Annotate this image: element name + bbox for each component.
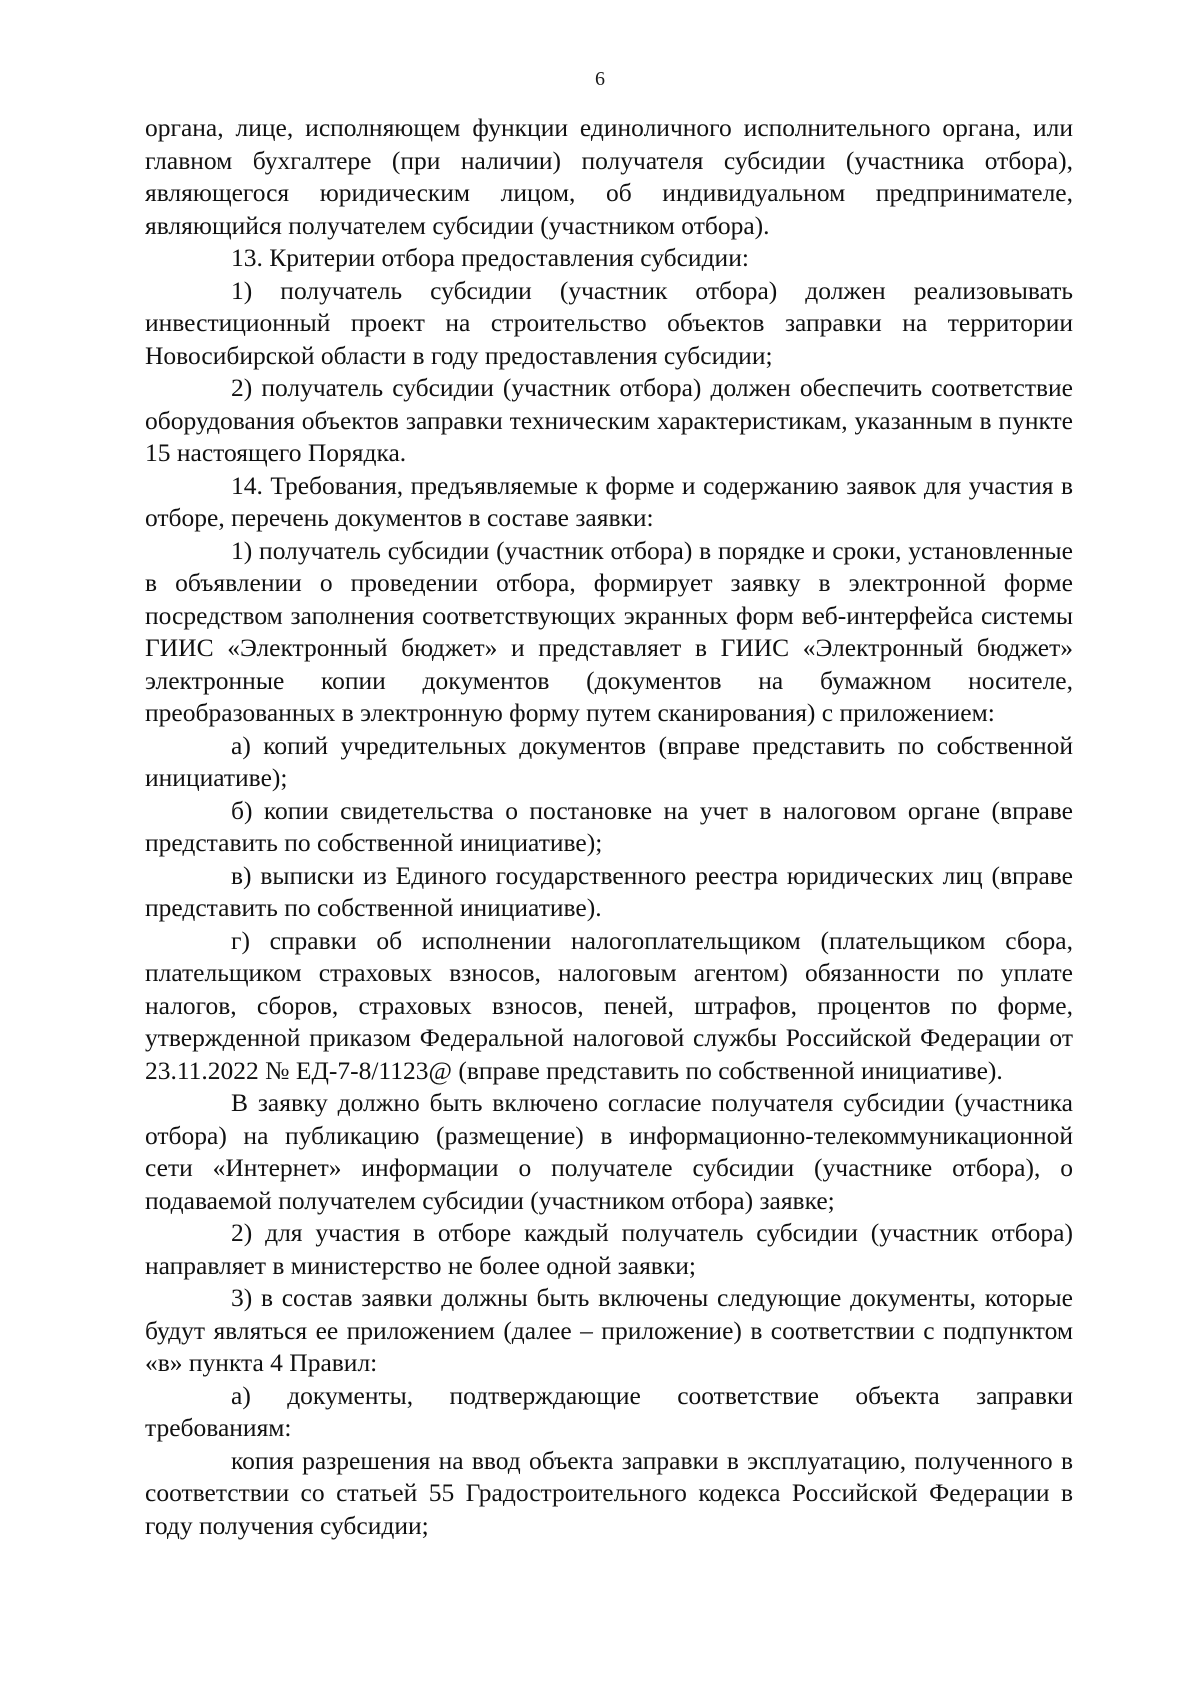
paragraph: г) справки об исполнении налогоплательщиком (плательщиком сбора, плательщиком страховых взносов, налоговым агентом) обязанности по уплате налогов, сборов, страховых взносов, пеней, штрафов, процентов по форме, утвержденной приказом Федеральной налоговой службы Российской Федерации от 23.11.2022 № ЕД-7-8/1123@ (вправе представить по собственной инициативе). [145, 925, 1073, 1085]
document-body [145, 112, 1073, 1542]
page-number: 6 [595, 68, 605, 90]
paragraph: 13. Критерии отбора предоставления субсидии: [231, 243, 749, 272]
paragraph: 2) для участия в отборе каждый получатель субсидии (участник отбора) направляет в министерство не более одной заявки; [145, 1218, 1073, 1280]
paragraph: копия разрешения на ввод объекта заправки в эксплуатацию, полученного в соответствии со статьей 55 Градостроительного кодекса Российской Федерации в году получения субсидии; [145, 1445, 1073, 1540]
paragraph: 3) в состав заявки должны быть включены следующие документы, которые будут являться ее приложением (далее – приложение) в соответствии с подпунктом «в» пункта 4 Правил: [145, 1283, 1073, 1377]
paragraph: в) выписки из Единого государственного реестра юридических лиц (вправе представить по собственной инициативе). [145, 860, 1073, 922]
paragraph: 1) получатель субсидии (участник отбора) в порядке и сроки, установленные в объявлении о проведении отбора, формирует заявку в электронной форме посредством заполнения соответствующих экранных форм веб-интерфейса системы ГИИС «Электронный бюджет» и представляет в ГИИС «Электронный бюджет» электронные копии документов (документов на бумажном носителе, преобразованных в электронную форму путем сканирования) с приложением: [145, 535, 1073, 727]
paragraph: 14. Требования, предъявляемые к форме и содержанию заявок для участия в отборе, перечень документов в составе заявки: [145, 470, 1073, 532]
paragraph: а) документы, подтверждающие соответствие объекта заправки требованиям: [145, 1380, 1073, 1442]
paragraph: б) копии свидетельства о постановке на учет в налоговом органе (вправе представить по собственной инициативе); [145, 795, 1073, 857]
paragraph: органа, лице, исполняющем функции единоличного исполнительного органа, или главном бухгалтере (при наличии) получателя субсидии (участника отбора), являющегося юридическим лицом, об индивидуальном предпринимателе, являющийся получателем субсидии (участником отбора). [145, 113, 1073, 240]
paragraph: а) копий учредительных документов (вправе представить по собственной инициативе); [145, 730, 1073, 792]
paragraph: 2) получатель субсидии (участник отбора) должен обеспечить соответствие оборудования объектов заправки техническим характеристикам, указанным в пункте 15 настоящего Порядка. [145, 373, 1073, 467]
paragraph: 1) получатель субсидии (участник отбора) должен реализовывать инвестиционный проект на строительство объектов заправки на территории Новосибирской области в году предоставления субсидии; [145, 275, 1073, 370]
paragraph: В заявку должно быть включено согласие получателя субсидии (участника отбора) на публикацию (размещение) в информационно-телекоммуникационной сети «Интернет» информации о получателе субсидии (участнике отбора), о подаваемой получателем субсидии (участником отбора) заявке; [145, 1088, 1073, 1215]
